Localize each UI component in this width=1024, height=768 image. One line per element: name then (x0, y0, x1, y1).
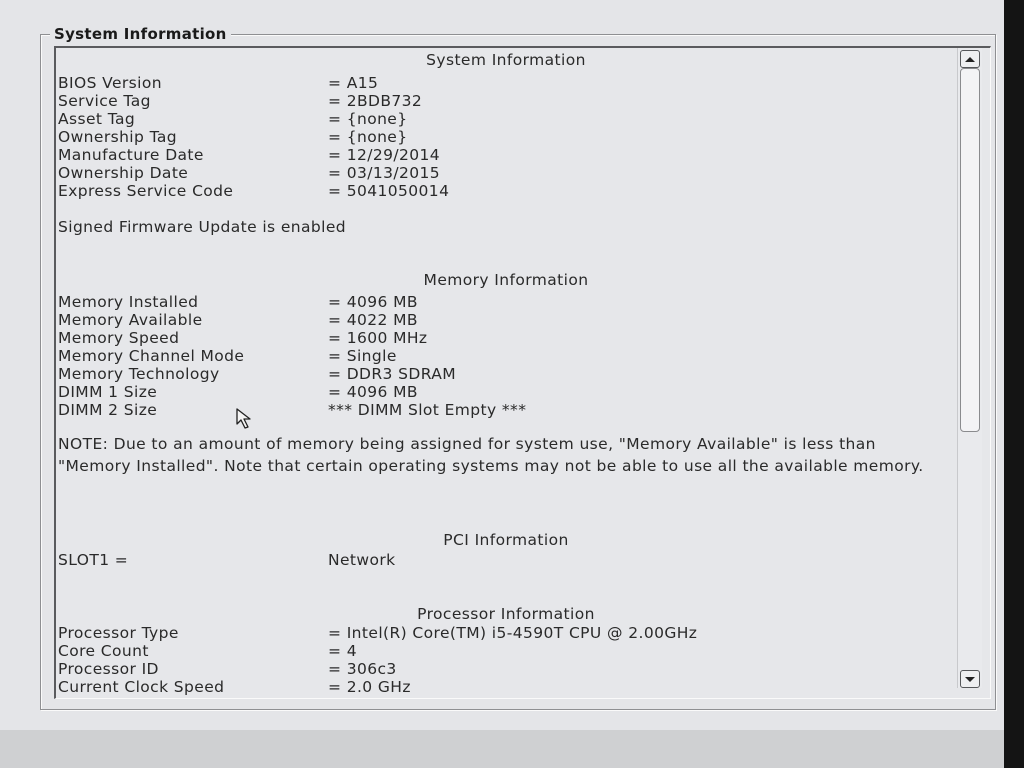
memory-note: NOTE: Due to an amount of memory being assigned for system use, "Memory Available" is less than "Memory Installed". Note that certain operating systems may not be able to use all the available memory. (58, 435, 924, 475)
row-label: Memory Channel Mode (58, 347, 245, 365)
scroll-thumb[interactable] (960, 68, 980, 432)
row-value: = 4 (328, 642, 357, 660)
row-label: BIOS Version (58, 74, 162, 92)
row-value: *** DIMM Slot Empty *** (328, 401, 527, 419)
row-label: Processor ID (58, 660, 159, 678)
row-value: = 03/13/2015 (328, 164, 441, 182)
row-value: = 12/29/2014 (328, 146, 441, 164)
row-label: Ownership Date (58, 164, 189, 182)
row-value: = 2BDB732 (328, 92, 423, 110)
row-value: = Single (328, 347, 397, 365)
row-label: SLOT1 = (58, 551, 129, 569)
memory-section-title: Memory Information (423, 271, 589, 289)
row-label: Service Tag (58, 92, 151, 110)
row-value: = {none} (328, 128, 408, 146)
row-value: = Intel(R) Core(TM) i5-4590T CPU @ 2.00GHz (328, 624, 698, 642)
scroll-down-arrow-icon (965, 677, 975, 682)
scroll-down-button[interactable] (960, 670, 980, 688)
row-label: Asset Tag (58, 110, 136, 128)
vertical-scrollbar[interactable] (957, 48, 982, 688)
row-label: Manufacture Date (58, 146, 204, 164)
row-value: = 5041050014 (328, 182, 450, 200)
row-label: Memory Installed (58, 293, 199, 311)
row-label: Express Service Code (58, 182, 234, 200)
row-value: = 2.0 GHz (328, 678, 411, 696)
row-label: DIMM 1 Size (58, 383, 158, 401)
row-value: = A15 (328, 74, 379, 92)
row-label: Memory Speed (58, 329, 180, 347)
firmware-note-text: Signed Firmware Update is enabled (58, 218, 347, 236)
info-panel[interactable] (54, 46, 991, 699)
scroll-up-arrow-icon (965, 57, 975, 62)
row-value: = 4096 MB (328, 293, 418, 311)
system-section-title: System Information (426, 51, 586, 69)
scroll-up-button[interactable] (960, 50, 980, 68)
row-value: = 4096 MB (328, 383, 418, 401)
row-value: = 4022 MB (328, 311, 418, 329)
row-label: Current Clock Speed (58, 678, 225, 696)
row-label: Memory Available (58, 311, 203, 329)
row-value: Network (328, 551, 396, 569)
row-value: = 1600 MHz (328, 329, 428, 347)
screen-bottom-area (0, 730, 1004, 768)
row-value: = DDR3 SDRAM (328, 365, 457, 383)
row-label: Processor Type (58, 624, 179, 642)
row-label: DIMM 2 Size (58, 401, 158, 419)
group-title: System Information (50, 25, 231, 43)
pci-section-title: PCI Information (443, 531, 569, 549)
row-label: Core Count (58, 642, 149, 660)
row-value: = {none} (328, 110, 408, 128)
processor-section-title: Processor Information (417, 605, 595, 623)
row-label: Memory Technology (58, 365, 220, 383)
row-label: Ownership Tag (58, 128, 178, 146)
monitor-bezel (1004, 0, 1024, 768)
row-value: = 306c3 (328, 660, 397, 678)
mouse-pointer-icon (236, 408, 258, 432)
